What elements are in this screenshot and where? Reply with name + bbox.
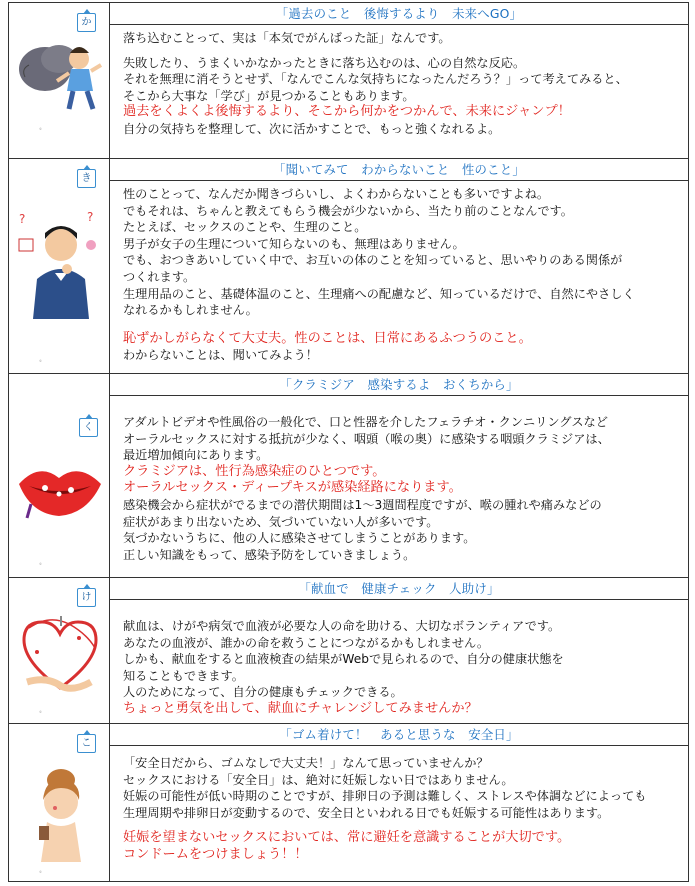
copyright-note: ©: [39, 710, 42, 714]
section-body: [110, 181, 688, 368]
sections-table: [8, 2, 689, 882]
text-cell: [110, 724, 689, 882]
sad-child-illustration: [15, 37, 105, 117]
highlight-line: オーラルセックス・ディープキスが感染経路になります。: [123, 480, 462, 496]
kana-badge: く: [79, 418, 98, 437]
kana-badge: こ: [77, 734, 96, 753]
paragraph-line: オーラルセックスに対する抵抗が少なく、咽頭（喉の奥）に感染する咽頭クラミジアは、: [123, 431, 610, 446]
highlight-line: ちょっと勇気を出して、献血にチャレンジしてみませんか？: [123, 700, 478, 716]
copyright-note: ©: [39, 562, 42, 566]
section-title: 「過去のこと 後悔するより 未来へGO」: [110, 3, 688, 25]
paragraph-line: 男子が女子の生理について知らないのも、無理はありません。: [123, 236, 465, 251]
paragraph-line: 失敗したり、うまくいかなかったときに落ち込むのは、心の自然な反応。: [123, 55, 526, 70]
section-ka: [9, 3, 689, 159]
paragraph-line: 気づかないうちに、他の人に感染させてしまうことがあります。: [123, 531, 476, 546]
paragraph-line: 生理用品のこと、基礎体温のこと、生理痛への配慮など、知っているだけで、自然にやさしく: [123, 286, 635, 301]
thinking-boy-illustration: [17, 209, 103, 319]
kana-badge: け: [77, 588, 96, 607]
illustration-cell: [9, 159, 110, 374]
highlight-line: 妊娠を望まないセックスにおいては、常に避妊を意識することが大切です。: [123, 830, 571, 846]
illustration-cell: [9, 724, 110, 882]
section-body: [110, 746, 688, 868]
section-ku: [9, 374, 689, 578]
section-body: [110, 600, 688, 722]
paragraph-line: そこから大事な「学び」が見つかることもあります。: [123, 88, 415, 103]
text-cell: [110, 578, 689, 724]
section-ki: [9, 159, 689, 374]
kana-badge: き: [77, 169, 96, 188]
section-body: [110, 396, 688, 567]
paragraph-line: 自分の気持ちを整理して、次に活かすことで、もっと強くなれるよ。: [123, 121, 501, 136]
copyright-note: ©: [39, 870, 42, 874]
paragraph-line: つくれます。: [123, 269, 196, 284]
paragraph-line: 正しい知識をもって、感染予防をしていきましょう。: [123, 547, 416, 562]
paragraph-line: 最近増加傾向にあります。: [123, 448, 269, 463]
blood-donation-heart-illustration: [17, 608, 103, 704]
paragraph-line: たとえば、セックスのことや、生理のこと。: [123, 220, 367, 235]
paragraph-line: 症状があまり出ないため、気づいていない人が多いです。: [123, 514, 439, 529]
page: [8, 2, 688, 882]
paragraph-line: 性のことって、なんだか聞きづらいし、よくわからないことも多いですよね。: [123, 187, 550, 201]
copyright-note: ©: [39, 127, 42, 131]
svg-text:?: ?: [19, 212, 26, 226]
section-ke: [9, 578, 689, 724]
woman-thinking-illustration: [17, 760, 103, 864]
section-title: 「聞いてみて わからないこと 性のこと」: [110, 159, 688, 181]
svg-text:?: ?: [87, 210, 94, 224]
highlight-line: 過去をくよくよ後悔するより、そこから何かをつかんで、未来にジャンプ！: [123, 104, 571, 120]
paragraph-line: それを無理に消そうとせず、「なんでこんな気持ちになったんだろう？」って考えてみると、: [123, 72, 628, 87]
paragraph-line: でもそれは、ちゃんと教えてもらう機会が少ないから、当たり前のことなんです。: [123, 203, 573, 218]
section-ko: [9, 724, 689, 882]
paragraph-line: 妊娠の可能性が低い時期のことですが、排卵日の予測は難しく、ストレスや体調などによっても: [123, 789, 647, 804]
paragraph-line: なれるかもしれません。: [123, 303, 258, 318]
text-cell: [110, 3, 689, 159]
section-title: 「クラミジア 感染するよ おくちから」: [110, 374, 688, 396]
section-body: [110, 25, 688, 142]
paragraph-line: 感染機会から症状がでるまでの潜伏期間は1～3週間程度ですが、喉の腫れや痛みなどの: [123, 497, 602, 512]
highlight-line: クラミジアは、性行為感染症のひとつです。: [123, 463, 386, 479]
paragraph-line: 落ち込むことって、実は「本気でがんばった証」なんです。: [123, 31, 451, 45]
paragraph-line: しかも、献血をすると血液検査の結果がWebで見られるので、自分の健康状態を: [123, 652, 564, 667]
highlight-line: 恥ずかしがらなくて大丈夫。性のことは、日常にあるふつうのこと。: [123, 330, 532, 346]
section-title: 「ゴム着けて！ あると思うな 安全日」: [110, 724, 688, 746]
paragraph-line: あなたの血液が、誰かの命を救うことにつながるかもしれません。: [123, 635, 490, 650]
paragraph-line: 献血は、けがや病気で血液が必要な人の命を助ける、大切なボランティアです。: [123, 619, 561, 633]
section-title: 「献血で 健康チェック 人助け」: [110, 578, 688, 600]
copyright-note: ©: [39, 359, 42, 363]
kana-badge: か: [77, 13, 96, 32]
paragraph-line: 「安全日だから、ゴムなしで大丈夫！」なんて思っていませんか？: [123, 756, 489, 770]
paragraph-line: 知ることもできます。: [123, 668, 244, 683]
text-cell: [110, 374, 689, 578]
illustration-cell: [9, 578, 110, 724]
highlight-line: コンドームをつけましょう！！: [123, 846, 308, 862]
paragraph-line: わからないことは、聞いてみよう！: [123, 348, 318, 363]
paragraph-line: アダルトビデオや性風俗の一般化で、口と性器を介したフェラチオ・クンニリングスなど: [123, 415, 608, 429]
paragraph-line: セックスにおける「安全日」は、絶対に妊娠しない日ではありません。: [123, 772, 514, 787]
paragraph-line: 生理周期や排卵日が変動するので、安全日といわれる日でも妊娠する可能性はあります。: [123, 805, 610, 820]
text-cell: [110, 159, 689, 374]
paragraph-line: でも、おつきあいしていく中で、お互いの体のことを知っていると、思いやりのある関係が: [123, 253, 623, 268]
paragraph-line: 人のためになって、自分の健康もチェックできる。: [123, 685, 403, 700]
illustration-cell: [9, 3, 110, 159]
illustration-cell: [9, 374, 110, 578]
lips-illustration: [15, 460, 105, 530]
